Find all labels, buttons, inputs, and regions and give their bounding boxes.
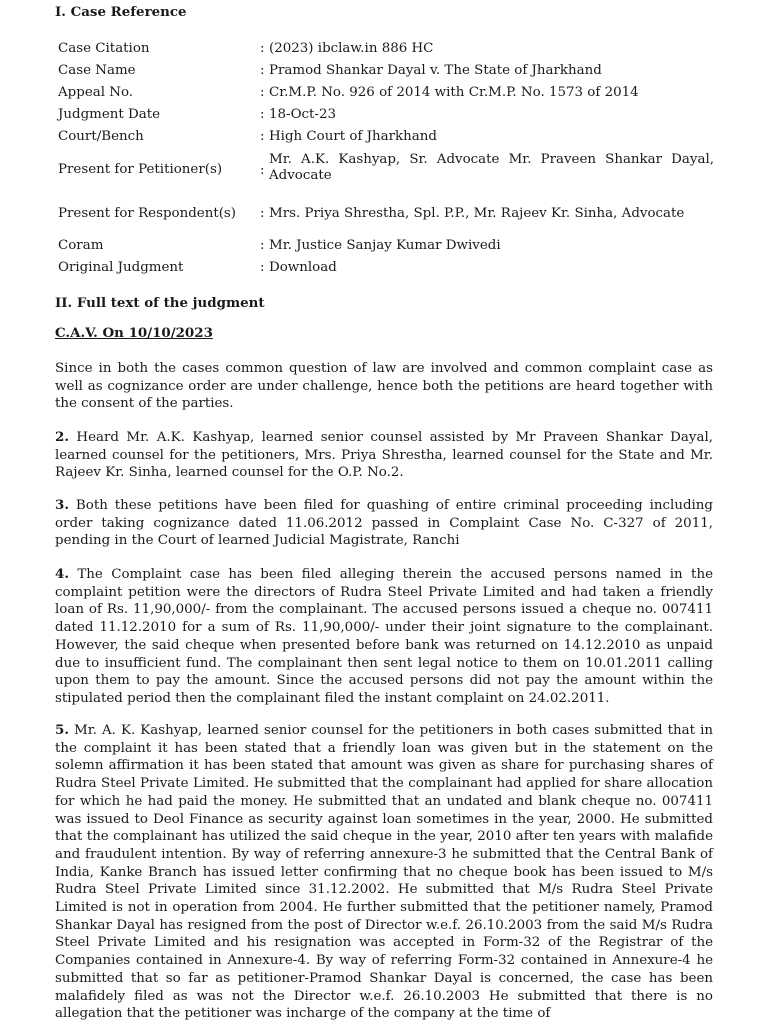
- colon: :: [260, 85, 265, 100]
- paragraph-text: Both these petitions have been filed for quashing of entire criminal proceeding including order taking cognizance dated 11.06.2012 passed in Complaint Case No. C-327 of 2011, pending in the Court of learned Judicial Magistrate, Ranchi: [55, 498, 713, 549]
- case-reference-heading: I. Case Reference: [55, 4, 187, 20]
- paragraph-number: 4.: [55, 566, 69, 582]
- colon: :: [260, 129, 265, 144]
- paragraph-3: [55, 497, 713, 550]
- paragraph-number: 2.: [55, 429, 69, 445]
- appeal-no-label: Appeal No.: [58, 85, 134, 100]
- colon: :: [260, 260, 265, 275]
- cav-date-heading: C.A.V. On 10/10/2023: [55, 325, 213, 341]
- paragraph-5: [55, 722, 713, 1023]
- paragraph-number: 3.: [55, 497, 69, 513]
- colon: :: [260, 107, 265, 122]
- paragraph-text: Since in both the cases common question of law are involved and common complaint case as well as cognizance order are under challenge, hence both the petitions are heard together with the consent of the parties.: [55, 361, 713, 412]
- petitioner-counsel-value: Mr. A.K. Kashyap, Sr. Advocate Mr. Praveen Shankar Dayal, Advocate: [269, 152, 714, 183]
- petitioner-counsel-label: Present for Petitioner(s): [58, 162, 223, 177]
- appeal-no-value: Cr.M.P. No. 926 of 2014 with Cr.M.P. No. 1573 of 2014: [269, 85, 639, 100]
- paragraph-text: Heard Mr. A.K. Kashyap, learned senior counsel assisted by Mr Praveen Shankar Dayal, learned counsel for the petitioners, Mrs. Priya Shrestha, learned counsel for the State and Mr. Rajeev Kr. Sinha, learned counsel for the O.P. No.2.: [55, 430, 713, 481]
- coram-label: Coram: [58, 238, 104, 253]
- paragraph-text: Mr. A. K. Kashyap, learned senior counsel for the petitioners in both cases submitted that in the complaint it has been stated that a friendly loan was given but in the statement on the solemn affirmation it has been stated that amount was given as share for purchasing shares of Rudra Steel Private Limited. He submitted that the complainant had applied for share allocation for which he had paid the money. He submitted that an undated and blank cheque no. 007411 was issued to Deol Finance as security against loan sometimes in the year, 2000. He submitted that the complainant has utilized the said cheque in the year, 2010 after ten years with malafide and fraudulent intention. By way of referring annexure-3 he submitted that the Central Bank of India, Kanke Branch has issued letter confirming that no cheque book has been issued to M/s Rudra Steel Private Limited since 31.12.2002. He submitted that M/s Rudra Steel Private Limited is not in operation from 2004. He further submitted that the petitioner namely, Pramod Shankar Dayal has resigned from the post of Director w.e.f. 26.10.2003 from the said M/s Rudra Steel Private Limited and his resignation was accepted in Form-32 of the Registrar of the Companies contained in Annexure-4. By way of referring Form-32 contained in Annexure-4 he submitted that so far as petitioner-Pramod Shankar Dayal is concerned, the case has been malafidely filed as was not the Director w.e.f. 26.10.2003 He submitted that there is no allegation that the petitioner was incharge of the company at the time of: [55, 723, 713, 1022]
- paragraph-4: [55, 566, 713, 708]
- colon: :: [260, 41, 265, 56]
- original-judgment-label: Original Judgment: [58, 260, 184, 275]
- colon: :: [260, 238, 265, 253]
- judgment-date-label: Judgment Date: [58, 107, 161, 122]
- colon: :: [260, 163, 265, 178]
- case-citation-value: (2023) ibclaw.in 886 HC: [269, 41, 434, 56]
- judgment-date-value: 18-Oct-23: [269, 107, 336, 122]
- court-bench-value: High Court of Jharkhand: [269, 129, 437, 144]
- full-text-heading: II. Full text of the judgment: [55, 295, 265, 311]
- court-bench-label: Court/Bench: [58, 129, 144, 144]
- coram-value: Mr. Justice Sanjay Kumar Dwivedi: [269, 238, 501, 253]
- download-link[interactable]: Download: [269, 260, 337, 275]
- paragraph-1: [55, 360, 713, 413]
- paragraph-2: [55, 429, 713, 482]
- respondent-counsel-value: Mrs. Priya Shrestha, Spl. P.P., Mr. Rajeev Kr. Sinha, Advocate: [269, 206, 685, 221]
- respondent-counsel-label: Present for Respondent(s): [58, 206, 237, 221]
- colon: :: [260, 206, 265, 221]
- paragraph-text: The Complaint case has been filed alleging therein the accused persons named in the complaint petition were the directors of Rudra Steel Private Limited and had taken a friendly loan of Rs. 11,90,000/- from the complainant. The accused persons issued a cheque no. 007411 dated 11.12.2010 for a sum of Rs. 11,90,000/- under their joint signature to the complainant. However, the said cheque when presented before bank was returned on 14.12.2010 as unpaid due to insufficient fund. The complainant then sent legal notice to them on 10.01.2011 calling upon them to pay the amount. Since the accused persons did not pay the amount within the stipulated period then the complainant filed the instant complaint on 24.02.2011.: [55, 567, 713, 706]
- case-citation-label: Case Citation: [58, 41, 150, 56]
- case-name-value: Pramod Shankar Dayal v. The State of Jharkhand: [269, 63, 602, 78]
- case-name-label: Case Name: [58, 63, 136, 78]
- paragraph-number: 5.: [55, 722, 69, 738]
- colon: :: [260, 63, 265, 78]
